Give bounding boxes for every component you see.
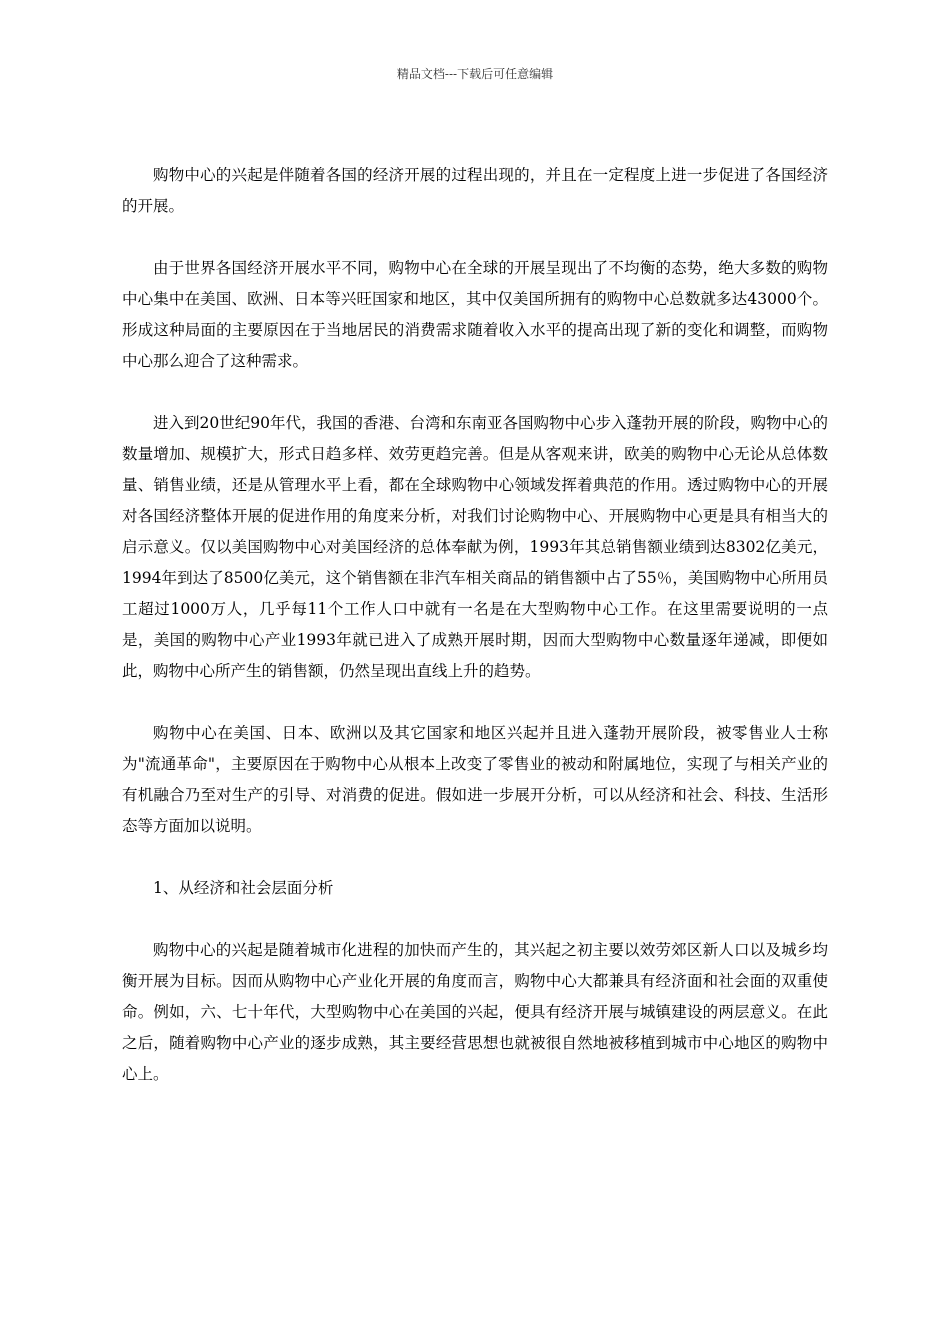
paragraph-global-imbalance: 由于世界各国经济开展水平不同，购物中心在全球的开展呈现出了不均衡的态势，绝大多数的购物中心集中在美国、欧洲、日本等兴旺国家和地区，其中仅美国所拥有的购物中心总数就多达43000个。形成这种局面的主要原因在于当地居民的消费需求随着收入水平的提高出现了新的变化和调整，而购物中心那么迎合了这种需求。: [122, 259, 828, 370]
paragraph-urbanization: 购物中心的兴起是随着城市化进程的加快而产生的，其兴起之初主要以效劳郊区新人口以及城乡均衡开展为目标。因而从购物中心产业化开展的角度而言，购物中心大都兼具有经济面和社会面的双重使命。例如，六、七十年代，大型购物中心在美国的兴起，便具有经济开展与城镇建设的两层意义。在此之后，随着购物中心产业的逐步成熟，其主要经营思想也就被很自然地被移植到城市中心地区的购物中心上。: [122, 941, 828, 1083]
paragraph-intro: 购物中心的兴起是伴随着各国的经济开展的过程出现的，并且在一定程度上进一步促进了各国经济的开展。: [122, 166, 828, 215]
paragraph-retail-revolution: 购物中心在美国、日本、欧洲以及其它国家和地区兴起并且进入蓬勃开展阶段，被零售业人士称为"流通革命"，主要原因在于购物中心从根本上改变了零售业的被动和附属地位，实现了与相关产业的有机融合乃至对生产的引导、对消费的促进。假如进一步展开分析，可以从经济和社会、科技、生活形态等方面加以说明。: [122, 724, 828, 835]
page-header: 精品文档---下载后可任意编辑: [396, 67, 554, 81]
section-heading-economic-social: 1、从经济和社会层面分析: [153, 879, 334, 897]
document-body: [122, 160, 828, 1121]
paragraph-1990s-development: 进入到20世纪90年代，我国的香港、台湾和东南亚各国购物中心步入蓬勃开展的阶段，购物中心的数量增加、规模扩大，形式日趋多样、效劳更趋完善。但是从客观来讲，欧美的购物中心无论从总体数量、销售业绩，还是从管理水平上看，都在全球购物中心领域发挥着典范的作用。透过购物中心的开展对各国经济整体开展的促进作用的角度来分析，对我们讨论购物中心、开展购物中心更是具有相当大的启示意义。仅以美国购物中心对美国经济的总体奉献为例，1993年其总销售额业绩到达8302亿美元，1994年到达了8500亿美元，这个销售额在非汽车相关商品的销售额中占了55％，美国购物中心所用员工超过1000万人，几乎每11个工作人口中就有一名是在大型购物中心工作。在这里需要说明的一点是，美国的购物中心产业1993年就已进入了成熟开展时期，因而大型购物中心数量逐年递减，即便如此，购物中心所产生的销售额，仍然呈现出直线上升的趋势。: [122, 414, 828, 680]
